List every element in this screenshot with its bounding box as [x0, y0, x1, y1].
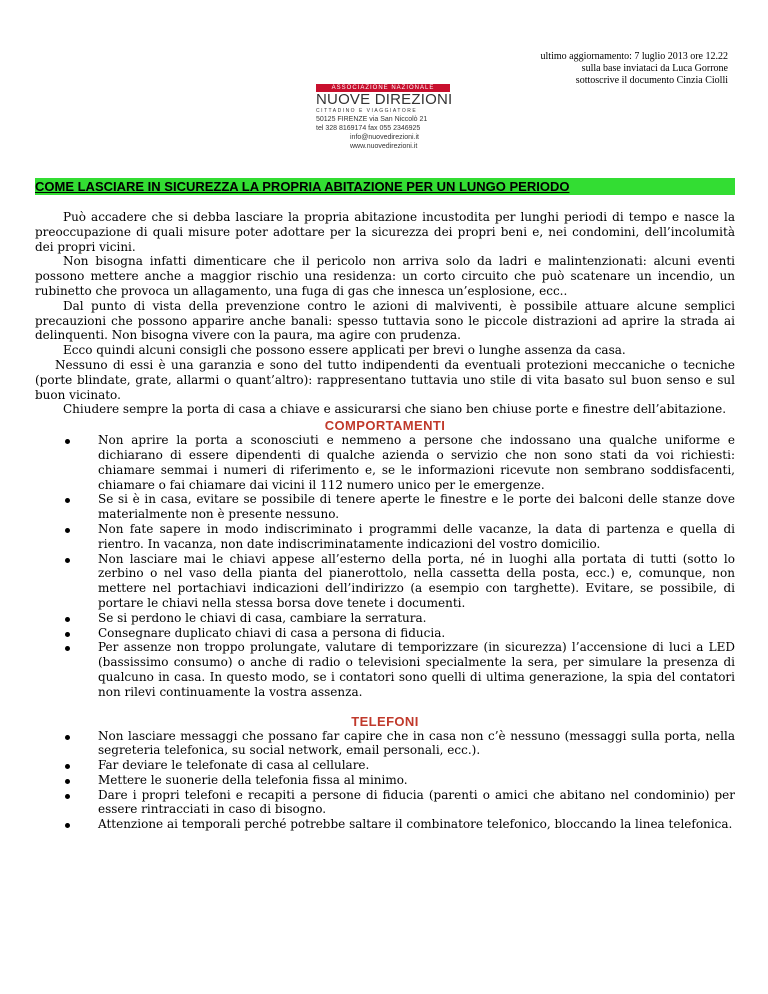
bullet-icon — [65, 735, 70, 740]
source-line: sulla base inviataci da Luca Gorrone — [581, 63, 728, 74]
list-item-text: Se si è in casa, evitare se possibile di tenere aperte le finestre e le porte dei balconi delle stanze dove materialmente non è presente nessuno. — [98, 492, 735, 522]
list-item — [35, 773, 735, 788]
paragraph: Nessuno di essi è una garanzia e sono del tutto indipendenti da eventuali protezioni meccaniche o tecniche (porte blindate, grate, allarmi o quant’altro): rappresentano tuttavia uno stile di vita basato sul buon senso e sul buon vicinato. — [35, 357, 735, 402]
logo-subtitle: CITTADINO E VIAGGIATORE — [316, 108, 418, 114]
list-item-text: Non fate sapere in modo indiscriminato i programmi delle vacanze, la data di partenza e quella di rientro. In vacanza, non date indiscriminatamente indicazioni del vostro domicilio. — [98, 521, 735, 551]
list-item — [35, 788, 735, 818]
paragraph: Ecco quindi alcuni consigli che possono essere applicati per brevi o lunghe assenza da casa. — [63, 343, 626, 358]
list-item-text: Non aprire la porta a sconosciuti e nemmeno a persone che indossano una qualche uniforme e dichiarano di essere dipendenti di qualche azienda o servizio che non sono stati da voi richiesti: chiamare semmai i numeri di riferimento e, se le informazioni ricevute non sembrano soddisfacenti, chiamare o fai chiamare dai vicini il 112 numero unico per le emergenze. — [98, 433, 735, 492]
logo-name: NUOVE DIREZIONI — [316, 91, 453, 108]
list-item — [35, 626, 735, 641]
bullet-icon — [65, 779, 70, 784]
logo-phone: tel 328 8169174 fax 055 2346925 — [316, 125, 421, 132]
comportamenti-list — [35, 433, 735, 699]
list-item-text: Non lasciare messaggi che possano far capire che in casa non c’è nessuno (messaggi sulla porta, nella segreteria telefonica, su social network, email personali, ecc.). — [98, 728, 735, 758]
bullet-icon — [65, 794, 70, 799]
bullet-icon — [65, 632, 70, 637]
list-item — [35, 611, 735, 626]
logo-website: www.nuovedirezioni.it — [350, 143, 418, 150]
update-line: ultimo aggiornamento: 7 luglio 2013 ore 12.22 — [540, 51, 728, 62]
bullet-icon — [65, 617, 70, 622]
list-item — [35, 522, 735, 552]
list-item — [35, 640, 735, 699]
paragraph: Chiudere sempre la porta di casa a chiave e assicurarsi che siano ben chiuse porte e finestre dell’abitazione. — [63, 402, 727, 417]
logo-address: 50125 FIRENZE via San Niccolò 21 — [316, 116, 428, 123]
bullet-icon — [65, 558, 70, 563]
bullet-icon — [65, 764, 70, 769]
list-item — [35, 758, 735, 773]
bullet-icon — [65, 528, 70, 533]
list-item-text: Far deviare le telefonate di casa al cellulare. — [98, 758, 370, 773]
bullet-icon — [65, 823, 70, 828]
document-body — [35, 210, 735, 832]
section-heading-comportamenti: COMPORTAMENTI — [324, 418, 446, 434]
signature-line: sottoscrive il documento Cinzia Ciolli — [575, 75, 728, 86]
section-heading-telefoni: TELEFONI — [351, 713, 419, 729]
list-item — [35, 433, 735, 492]
bullet-icon — [65, 439, 70, 444]
list-item — [35, 552, 735, 611]
bullet-icon — [65, 498, 70, 503]
list-item-text: Dare i propri telefoni e recapiti a persone di fiducia (parenti o amici che abitano nel condominio) per essere rintracciati in caso di bisogno. — [98, 787, 735, 817]
list-item — [35, 817, 735, 832]
list-item — [35, 492, 735, 522]
list-item-text: Mettere le suonerie della telefonia fissa al minimo. — [98, 772, 408, 787]
paragraph: Può accadere che si debba lasciare la propria abitazione incustodita per lunghi periodi di tempo e nasce la preoccupazione di quali misure poter adottare per la sicurezza dei propri beni e, nei condomini, dell’incolumità dei propri vicini. — [35, 210, 735, 254]
telefoni-list — [35, 729, 735, 833]
logo-band: ASSOCIAZIONE NAZIONALE — [316, 84, 450, 92]
list-item-text: Se si perdono le chiavi di casa, cambiare la serratura. — [98, 610, 427, 625]
association-logo — [316, 84, 456, 158]
list-item-text: Per assenze non troppo prolungate, valutare di temporizzare (in sicurezza) l’accensione di luci a LED (bassissimo consumo) o anche di radio o televisioni specialmente la sera, per simulare la presenza di qualcuno in casa. In questo modo, se i contatori sono quelli di ultima generazione, la spia del contatori non rilevi continuamente la vostra assenza. — [98, 640, 735, 699]
list-item — [35, 729, 735, 759]
list-item-text: Non lasciare mai le chiavi appese all’esterno della porta, né in luoghi alla portata di tutti (sotto lo zerbino o nel vaso della pianta del pianerottolo, nella cassetta della posta, ecc.) e, comunque, non mettere nel portachiavi indicazioni dell’indirizzo (a esempio con targhette). Evitare, se possibile, di portare le chiavi nella stessa borsa dove tenete i documenti. — [98, 551, 735, 610]
list-item-text: Consegnare duplicato chiavi di casa a persona di fiducia. — [98, 625, 446, 640]
paragraph: Non bisogna infatti dimenticare che il pericolo non arriva solo da ladri e malintenzionati: alcuni eventi possono mettere anche a maggior rischio una residenza: un corto circuito che può scatenare un incendio, un rubinetto che provoca un allagamento, una fuga di gas che innesca un’esplosione, ecc.. — [35, 254, 735, 298]
list-item-text: Attenzione ai temporali perché potrebbe saltare il combinatore telefonico, bloccando la linea telefonica. — [98, 817, 733, 832]
bullet-icon — [65, 646, 70, 651]
logo-email: info@nuovedirezioni.it — [350, 134, 419, 141]
paragraph: Dal punto di vista della prevenzione contro le azioni di malviventi, è possibile attuare alcune semplici precauzioni che possono apparire anche banali: spesso tuttavia sono le piccole distrazioni ad aprire la strada ai delinquenti. Non bisogna vivere con la paura, ma agire con prudenza. — [35, 298, 735, 343]
update-info — [368, 51, 728, 87]
document-title: COME LASCIARE IN SICUREZZA LA PROPRIA ABITAZIONE PER UN LUNGO PERIODO — [35, 178, 735, 195]
